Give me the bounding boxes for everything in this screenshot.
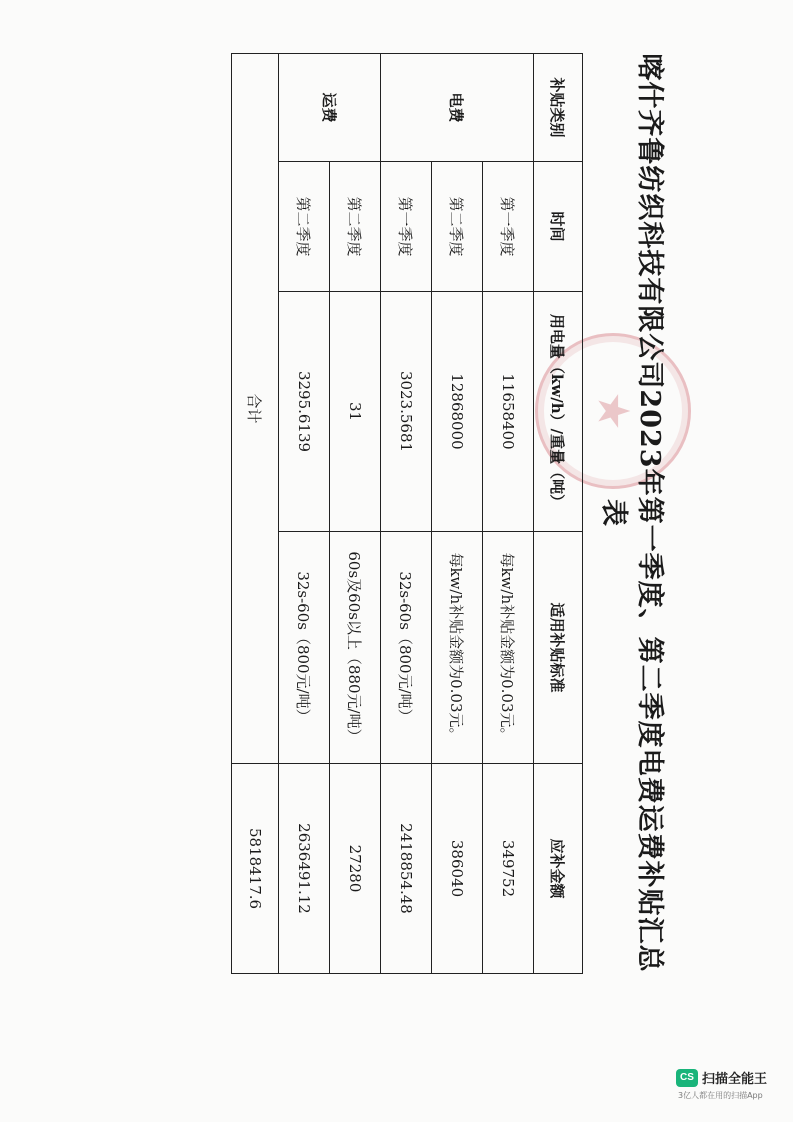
cell-amount: 27280	[330, 764, 381, 974]
cell-standard: 每kw/h补贴金额为0.03元。	[483, 532, 534, 764]
seal-star-icon: ★	[587, 391, 639, 431]
camscanner-logo-icon: CS	[676, 1069, 698, 1087]
cell-time: 第二季度	[279, 162, 330, 292]
total-amount: 5818417.6	[232, 764, 279, 974]
cell-quantity: 3295.6139	[279, 292, 330, 532]
scanner-tagline: 3亿人都在用的扫描App	[678, 1091, 763, 1100]
cell-standard: 32s-60s（800元/吨）	[279, 532, 330, 764]
category-electricity: 电费	[381, 54, 534, 162]
cell-time: 第一季度	[483, 162, 534, 292]
header-amount: 应补金额	[534, 764, 583, 974]
cell-standard: 32s-60s（800元/吨）	[381, 532, 432, 764]
cell-time: 第一季度	[381, 162, 432, 292]
header-time: 时间	[534, 162, 583, 292]
cell-quantity: 12868000	[432, 292, 483, 532]
subsidy-summary-table	[231, 53, 583, 974]
cell-quantity: 11658400	[483, 292, 534, 532]
table-row	[483, 54, 534, 974]
header-quantity: 用电量（kw/h）/重量（吨）	[534, 292, 583, 532]
cell-amount: 2418854.48	[381, 764, 432, 974]
table-header-row	[534, 54, 583, 974]
cell-amount: 386040	[432, 764, 483, 974]
table-total-row	[232, 54, 279, 974]
category-freight: 运费	[279, 54, 381, 162]
header-category: 补贴类别	[534, 54, 583, 162]
table-row	[432, 54, 483, 974]
cell-quantity: 31	[330, 292, 381, 532]
rotated-sheet	[171, 53, 671, 973]
table-row	[381, 54, 432, 974]
table-row	[330, 54, 381, 974]
table-row	[279, 54, 330, 974]
scanner-app-name: 扫描全能王	[702, 1072, 768, 1087]
cell-time: 第二季度	[432, 162, 483, 292]
cell-quantity: 3023.5681	[381, 292, 432, 532]
document-title: 喀什齐鲁纺织科技有限公司2023年第一季度、第二季度电费运费补贴汇总表	[598, 53, 665, 973]
cell-amount: 2636491.12	[279, 764, 330, 974]
header-standard: 适用补贴标准	[534, 532, 583, 764]
scanner-watermark	[676, 1066, 776, 1106]
cell-time: 第二季度	[330, 162, 381, 292]
cell-standard: 60s及60s以上（880元/吨）	[330, 532, 381, 764]
cell-standard: 每kw/h补贴金额为0.03元。	[432, 532, 483, 764]
total-label: 合计	[232, 54, 279, 764]
cell-amount: 349752	[483, 764, 534, 974]
